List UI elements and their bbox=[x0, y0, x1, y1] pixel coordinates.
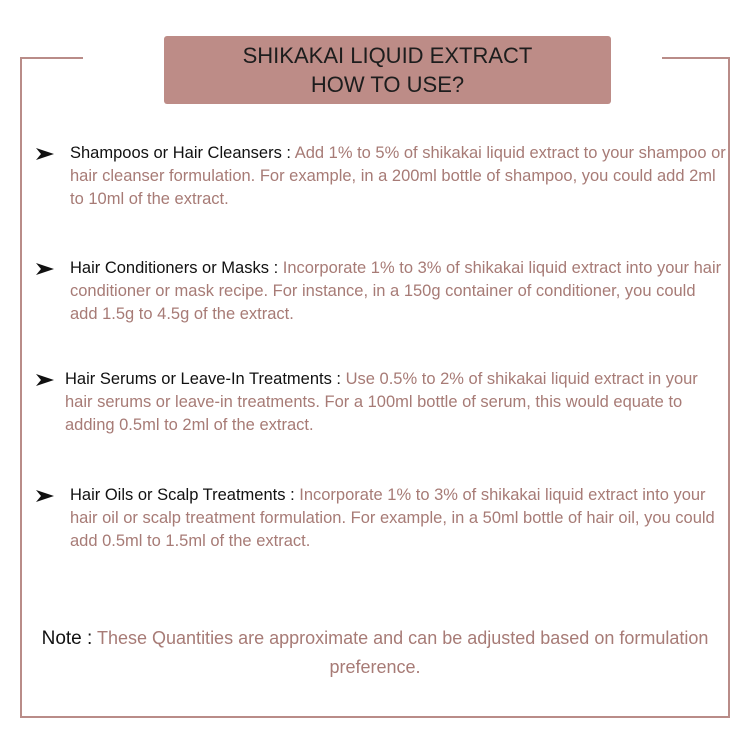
usage-item-text bbox=[36, 257, 726, 326]
usage-item-heading: Hair Conditioners or Masks : bbox=[70, 259, 279, 277]
frame-bottom-line bbox=[20, 716, 730, 718]
usage-item-serum bbox=[36, 368, 726, 437]
note-section bbox=[30, 624, 720, 681]
note-text: These Quantities are approximate and can be adjusted based on formulation preference. bbox=[97, 628, 709, 677]
title-line-2: HOW TO USE? bbox=[310, 72, 465, 97]
frame-top-right-line bbox=[662, 57, 730, 59]
usage-item-body: Use 0.5% to 2% of shikakai liquid extract in your hair serums or leave-in treatments. For a 100ml bottle of serum, this would equate to adding 0.5ml to 2ml of the extract. bbox=[65, 370, 698, 434]
usage-item-oil bbox=[36, 484, 726, 553]
usage-item-shampoo bbox=[36, 142, 726, 211]
usage-item-text bbox=[36, 368, 726, 437]
usage-item-body: Incorporate 1% to 3% of shikakai liquid extract into your hair oil or scalp treatment formulation. For example, in a 50ml bottle of hair oil, you could add 0.5ml to 1.5ml of the extract. bbox=[70, 486, 715, 550]
note-label: Note : bbox=[41, 628, 93, 649]
usage-item-body: Incorporate 1% to 3% of shikakai liquid extract into your hair conditioner or mask recipe. For instance, in a 150g container of conditioner, you could add 1.5g to 4.5g of the extract. bbox=[70, 259, 722, 323]
arrowhead-icon bbox=[36, 484, 54, 507]
usage-item-conditioner bbox=[36, 257, 726, 326]
usage-item-text bbox=[36, 484, 726, 553]
arrowhead-icon bbox=[36, 368, 54, 391]
usage-item-body: Add 1% to 5% of shikakai liquid extract to your shampoo or hair cleanser formulation. For example, in a 200ml bottle of shampoo, you could add 2ml to 10ml of the extract. bbox=[70, 144, 726, 208]
usage-item-text bbox=[36, 142, 726, 211]
title-banner bbox=[164, 36, 611, 104]
usage-item-heading: Hair Serums or Leave-In Treatments : bbox=[65, 370, 342, 388]
usage-item-heading: Shampoos or Hair Cleansers : bbox=[70, 144, 292, 162]
title-line-1: SHIKAKAI LIQUID EXTRACT bbox=[242, 43, 533, 68]
usage-item-heading: Hair Oils or Scalp Treatments : bbox=[70, 486, 295, 504]
arrowhead-icon bbox=[36, 142, 54, 165]
frame-top-left-line bbox=[20, 57, 83, 59]
frame-left-line bbox=[20, 57, 22, 718]
arrowhead-icon bbox=[36, 257, 54, 280]
frame-right-line bbox=[728, 57, 730, 718]
